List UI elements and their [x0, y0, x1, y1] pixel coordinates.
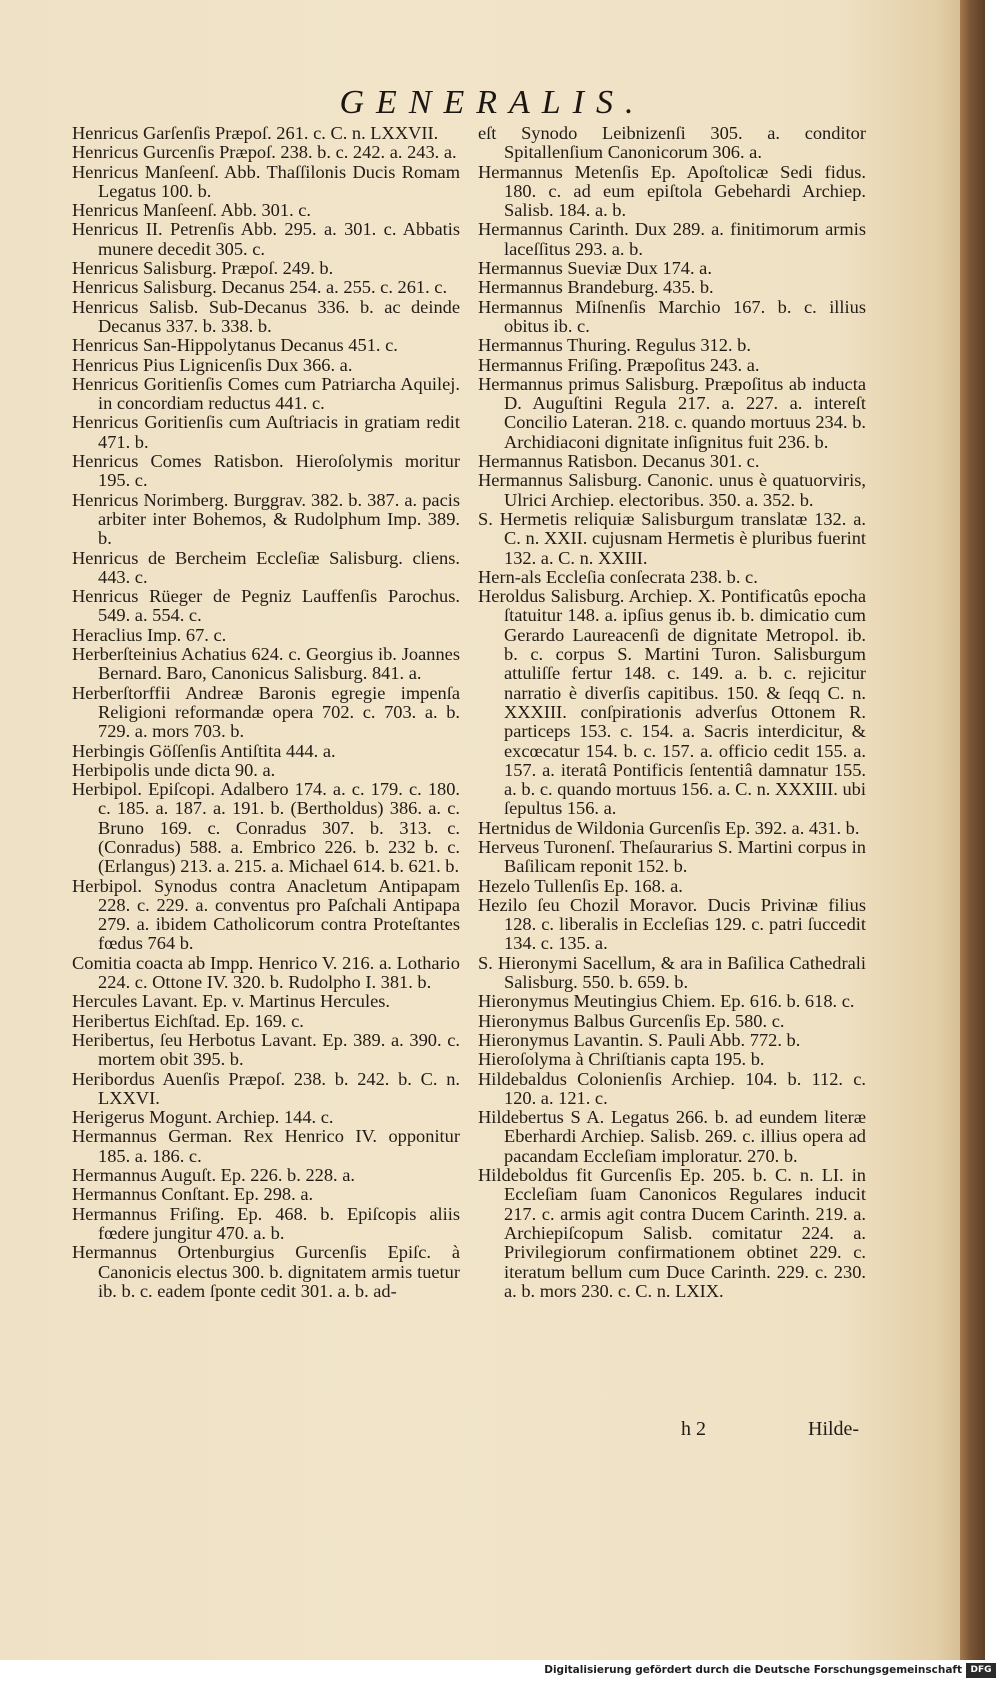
index-entry: Heraclius Imp. 67. c. — [72, 624, 227, 645]
index-entry: Hermannus Ortenburgius Gurcenſis Epiſc. à Canonicis electus 300. b. dignitatem armis tuetur ib. b. c. eadem ſponte cedit 301. a. b. ad- — [72, 1242, 460, 1301]
index-entry: Heroldus Salisburg. Archiep. X. Pontificatûs epocha ſtatuitur 148. a. ipſius genus ib. b. dimicatio cum Gerardo Laureacenſi de dignitate Metropol. ib. b. c. corpus S. Martini Turon. Salisburgum attuliſſe fertur 148. c. 149. a. b. c. rejicitur narratio è diverſis capitibus. 150. & ſeqq C. n. XXXIII. conſpirationis adverſus Ottonem R. particeps 153. c. 154. a. Sacris interdicitur, & excœcatur 154. b. c. 157. a. officio cedit 155. a. 157. a. iteratâ Pontificis ſententiâ damnatur 155. a. b. c. quando mortuus 156. a. C. n. XXXIII. ubi ſepultus 156. a. — [478, 586, 866, 819]
index-entry: Hermannus Friſing. Præpoſitus 243. a. — [478, 354, 760, 375]
index-entry: Henricus Goritienſis cum Auſtriacis in gratiam redit 471. b. — [72, 412, 460, 452]
index-entry: Hieroſolyma à Chriſtianis capta 195. b. — [478, 1049, 765, 1070]
index-entry: Hermannus Brandeburg. 435. b. — [478, 277, 714, 298]
index-entry: Herbipolis unde dicta 90. a. — [72, 759, 276, 780]
digitization-credit: Digitalisierung gefördert durch die Deutsche Forschungsgemeinschaft — [544, 1664, 962, 1676]
index-entry: Henricus Goritienſis Comes cum Patriarcha Aquilej. in concordiam reductus 441. c. — [72, 373, 460, 414]
index-entry: Herbingis Göſſenſis Antiſtita 444. a. — [72, 740, 336, 761]
index-entry: Hermannus primus Salisburg. Præpoſitus ab inducta D. Auguſtini Regula 217. a. 227. a. intereſt Concilio Lateran. 218. c. quando mortuus 234. b. Archidiaconi dignitate inſignitus fuit 236. b. — [478, 373, 866, 452]
index-entry: Hermannus Miſnenſis Marchio 167. b. c. illius obitus ib. c. — [478, 296, 866, 336]
index-entry: Hermannus Sueviæ Dux 174. a. — [478, 258, 712, 279]
index-entry: Hieronymus Balbus Gurcenſis Ep. 580. c. — [478, 1010, 785, 1031]
index-entry: Hezilo ſeu Chozil Moravor. Ducis Privinæ filius 128. c. liberalis in Eccleſias 129. c. patri ſuccedit 134. c. 135. a. — [478, 894, 866, 954]
index-entry: Comitia coacta ab Impp. Henrico V. 216. a. Lothario 224. c. Ottone IV. 320. b. Rudolpho I. 381. b. — [72, 952, 460, 993]
index-entry: Heribertus, ſeu Herbotus Lavant. Ep. 389. a. 390. c. mortem obit 395. b. — [72, 1029, 460, 1070]
index-entry: Henricus Gurcenſis Præpoſ. 238. b. c. 242. a. 243. a. — [72, 142, 457, 163]
index-entry: Henricus Rüeger de Pegniz Lauffenſis Parochus. 549. a. 554. c. — [72, 586, 460, 626]
index-entry: Heribordus Auenſis Præpoſ. 238. b. 242. b. C. n. LXXVI. — [72, 1068, 460, 1108]
index-entry: Henricus Pius Lignicenſis Dux 366. a. — [72, 354, 353, 375]
index-entry: Herberſtorffii Andreæ Baronis egregie impenſa Religioni reformandæ opera 702. c. 703. a. b. 729. a. mors 703. b. — [72, 682, 460, 742]
index-entry: Herigerus Mogunt. Archiep. 144. c. — [72, 1107, 334, 1128]
index-entry: Henricus San-Hippolytanus Decanus 451. c. — [72, 335, 398, 356]
index-entry: S. Hermetis reliquiæ Salisburgum translatæ 132. a. C. n. XXII. cujusnam Hermetis è pluribus fuerint 132. a. C. n. XXIII. — [478, 508, 866, 568]
index-entry: Hildebertus S A. Legatus 266. b. ad eundem literæ Eberhardi Archiep. Salisb. 269. c. illius opera ad pacandam Eccleſiam imploratur. 270. b. — [478, 1107, 866, 1166]
index-entry: Hern-als Eccleſia conſecrata 238. b. c. — [478, 566, 758, 587]
signature-mark: h 2 — [681, 1418, 706, 1440]
index-entry: Henricus II. Petrenſis Abb. 295. a. 301. c. Abbatis munere decedit 305. c. — [72, 219, 460, 259]
index-entry: Herbipol. Synodus contra Anacletum Antipapam 228. c. 229. a. conventus pro Paſchali Antipapa 279. a. ibidem Catholicorum contra Proteſtantes fœdus 764 b. — [72, 875, 460, 954]
index-entry: Hermannus Auguſt. Ep. 226. b. 228. a. — [72, 1165, 355, 1186]
index-entry: Hieronymus Meutingius Chiem. Ep. 616. b. 618. c. — [478, 991, 855, 1012]
index-entry: Hermannus Conſtant. Ep. 298. a. — [72, 1184, 314, 1205]
index-entry: Herbipol. Epiſcopi. Adalbero 174. a. c. 179. c. 180. c. 185. a. 187. a. 191. b. (Bertholdus) 386. a. c. Bruno 169. c. Conradus 307. b. 313. c. (Conradus) 588. a. Embrico 226. b. 232 b. c. (Erlangus) 213. a. 215. a. Michael 614. b. 621. b. — [72, 779, 460, 877]
index-entry: Henricus Salisburg. Præpoſ. 249. b. — [72, 258, 334, 279]
index-entry: Hildebaldus Colonienſis Archiep. 104. b. 112. c. 120. a. 121. c. — [478, 1068, 866, 1108]
index-entry: Hildeboldus fit Gurcenſis Ep. 205. b. C. n. LI. in Eccleſiam ſuam Canonicos Regulares inducit 217. c. armis agit contra Ducem Carinth. 219. a. Archiepiſcopum Salisb. comitatur 224. a. Privilegiorum confirmationem obtinet 229. c. iteratum bellum cum Duce Carinth. 229. c. 230. a. b. mors 230. c. C. n. LXIX. — [478, 1165, 866, 1301]
index-entry: Hieronymus Lavantin. S. Pauli Abb. 772. b. — [478, 1029, 801, 1050]
index-column-left — [72, 124, 460, 1301]
index-entry: Henricus Garſenſis Præpoſ. 261. c. C. n. LXXVII. — [72, 123, 439, 143]
index-entry: Herberſteinius Achatius 624. c. Georgius ib. Joannes Bernard. Baro, Canonicus Salisburg. 841. a. — [72, 644, 460, 684]
index-entry: Henricus Manſeenſ. Abb. Thaſſilonis Ducis Romam Legatus 100. b. — [72, 161, 460, 201]
index-entry: Hermannus Ratisbon. Decanus 301. c. — [478, 451, 760, 472]
index-entry: Henricus de Bercheim Eccleſiæ Salisburg. cliens. 443. c. — [72, 547, 460, 587]
index-entry: Herveus Turonenſ. Theſaurarius S. Martini corpus in Baſilicam reponit 152. b. — [478, 836, 866, 877]
index-entry: Hercules Lavant. Ep. v. Martinus Hercules. — [72, 991, 390, 1012]
index-entry: Hermannus Salisburg. Canonic. unus è quatuorviris, Ulrici Archiep. electoribus. 350. a. 352. b. — [478, 470, 866, 510]
index-entry: Hermannus Carinth. Dux 289. a. finitimorum armis laceſſitus 293. a. b. — [478, 219, 866, 259]
index-entry: Henricus Comes Ratisbon. Hieroſolymis moritur 195. c. — [72, 451, 460, 491]
index-entry: Hezelo Tullenſis Ep. 168. a. — [478, 875, 683, 896]
index-entry: Hertnidus de Wildonia Gurcenſis Ep. 392. a. 431. b. — [478, 817, 860, 838]
dfg-logo: DFG — [966, 1663, 996, 1678]
page-binding-edge — [960, 0, 985, 1660]
running-header: GENERALIS. — [339, 84, 646, 121]
index-entry: Henricus Salisburg. Decanus 254. a. 255. c. 261. c. — [72, 277, 448, 298]
index-entry: Henricus Manſeenſ. Abb. 301. c. — [72, 200, 312, 221]
index-entry: Hermannus Thuring. Regulus 312. b. — [478, 335, 751, 356]
index-entry: Henricus Salisb. Sub-Decanus 336. b. ac deinde Decanus 337. b. 338. b. — [72, 296, 460, 336]
catchword: Hilde- — [808, 1418, 860, 1440]
index-entry: S. Hieronymi Sacellum, & ara in Baſilica Cathedrali Salisburg. 550. b. 659. b. — [478, 952, 866, 993]
index-entry: Henricus Norimberg. Burggrav. 382. b. 387. a. pacis arbiter inter Bohemos, & Rudolphum Imp. 389. b. — [72, 489, 460, 549]
index-entry: Hermannus Metenſis Ep. Apoſtolicæ Sedi fidus. 180. c. ad eum epiſtola Gebehardi Archiep. Salisb. 184. a. b. — [478, 161, 866, 221]
index-entry: Hermannus Friſing. Ep. 468. b. Epiſcopis aliis fœdere jungitur 470. a. b. — [72, 1203, 460, 1243]
index-entry: Heribertus Eichſtad. Ep. 169. c. — [72, 1010, 304, 1031]
index-entry: Hermannus German. Rex Henrico IV. opponitur 185. a. 186. c. — [72, 1126, 460, 1166]
index-column-right — [478, 124, 866, 1301]
index-entry: eſt Synodo Leibnizenſi 305. a. conditor Spitallenſium Canonicorum 306. a. — [478, 123, 866, 163]
